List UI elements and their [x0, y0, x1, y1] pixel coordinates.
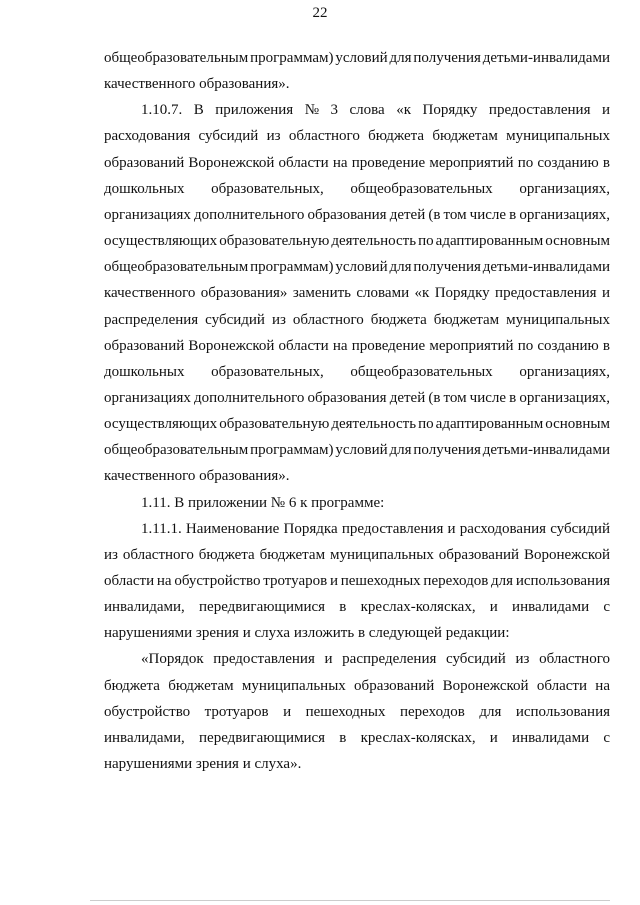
text-line [141, 494, 610, 512]
text-line-content: общеобразовательным программам) условий для получения детьми-инвалидами [104, 442, 610, 459]
text-line-content: бюджета бюджетам муниципальных образований Воронежской области на [104, 677, 610, 694]
text-line-content: качественного образования». [104, 468, 290, 485]
text-line [141, 101, 610, 119]
text-line-content: дошкольных образовательных, общеобразовательных организациях, [104, 180, 610, 197]
text-line-content: образований Воронежской области на проведение мероприятий по созданию в [104, 154, 610, 171]
text-line-content: области на обустройство тротуаров и пешеходных переходов для использования [104, 573, 610, 589]
text-line [104, 154, 610, 172]
text-line [104, 258, 610, 276]
text-line [104, 127, 610, 145]
text-line [104, 311, 610, 329]
text-line-content: инвалидами, передвигающимися в креслах-колясках, и инвалидами с [104, 599, 610, 616]
text-line-content: «Порядок предоставления и распределения субсидий из областного [141, 651, 610, 668]
footer-rule [90, 900, 610, 901]
text-line [104, 363, 610, 381]
text-line [104, 337, 610, 355]
text-line [141, 650, 610, 668]
text-line-content: 1.10.7. В приложения № 3 слова «к Порядку предоставления и [141, 102, 610, 119]
text-line [104, 180, 610, 198]
text-line-content: осуществляющих образовательную деятельность по адаптированным основным [104, 233, 610, 250]
text-line [141, 520, 610, 538]
text-line [104, 284, 610, 302]
text-line [104, 546, 610, 564]
text-line-content: распределения субсидий из областного бюджета бюджетам муниципальных [104, 311, 610, 328]
text-line [104, 232, 610, 250]
text-line-content: из областного бюджета бюджетам муниципальных образований Воронежской [104, 546, 610, 563]
page-number: 22 [312, 5, 328, 21]
text-line-content: нарушениями зрения и слуха». [104, 756, 302, 773]
text-line-content: инвалидами, передвигающимися в креслах-колясках, и инвалидами с [104, 729, 610, 746]
text-line-content: дошкольных образовательных, общеобразовательных организациях, [104, 363, 610, 380]
text-line-content: 1.11. В приложении № 6 к программе: [141, 494, 385, 511]
text-line [104, 206, 610, 224]
text-line-content: общеобразовательным программам) условий для получения детьми-инвалидами [104, 50, 610, 66]
text-line-content: 1.11.1. Наименование Порядка предоставления и расходования субсидий [141, 520, 610, 537]
text-line [104, 755, 610, 773]
text-line-content: качественного образования». [104, 76, 290, 93]
text-line-content: обустройство тротуаров и пешеходных переходов для использования [104, 703, 610, 720]
text-line-content: качественного образования» заменить словами «к Порядку предоставления и [104, 285, 610, 302]
text-line [104, 415, 610, 433]
text-line [104, 598, 610, 616]
text-line-content: нарушениями зрения и слуха изложить в следующей редакции: [104, 625, 510, 642]
text-line [104, 703, 610, 721]
text-line [104, 75, 610, 93]
text-line [104, 677, 610, 695]
text-line [104, 467, 610, 485]
text-line [104, 441, 610, 459]
text-line-content: общеобразовательным программам) условий для получения детьми-инвалидами [104, 259, 610, 276]
text-line [104, 729, 610, 747]
text-line-content: организациях дополнительного образования детей (в том числе в организациях, [104, 206, 610, 223]
text-line-content: осуществляющих образовательную деятельность по адаптированным основным [104, 416, 610, 433]
text-line [104, 624, 610, 642]
text-line [104, 49, 610, 67]
text-line [104, 572, 610, 590]
text-line-content: образований Воронежской области на проведение мероприятий по созданию в [104, 337, 610, 354]
text-line-content: расходования субсидий из областного бюджета бюджетам муниципальных [104, 128, 610, 145]
text-line-content: организациях дополнительного образования детей (в том числе в организациях, [104, 389, 610, 406]
text-line [104, 389, 610, 407]
